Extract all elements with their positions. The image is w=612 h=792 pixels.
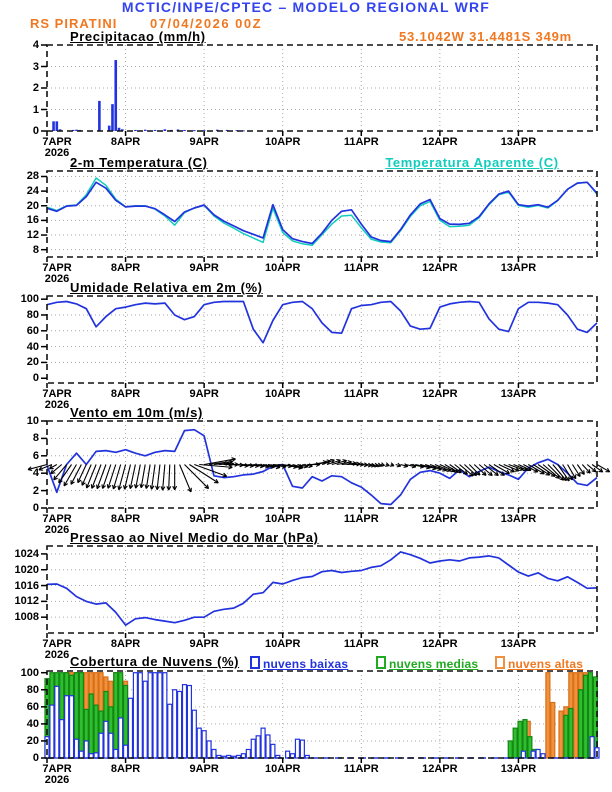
y-tick-label: 80 [26, 683, 39, 696]
x-tick-label: 8APR [110, 763, 141, 775]
y-tick-label: 20 [26, 734, 39, 747]
legend-nuvens-baixas [250, 656, 348, 671]
x-tick-label: 8APR [110, 638, 141, 650]
x-tick-label: 10APR [264, 136, 301, 148]
y-tick-label: 80 [26, 308, 39, 321]
x-tick-label: 13APR [500, 638, 537, 650]
y-tick-label: 1020 [14, 563, 39, 576]
series-rh [47, 302, 597, 343]
panel-clouds [41, 671, 599, 763]
y-tick-label: 10 [26, 415, 39, 427]
y-tick-label: 2 [32, 82, 39, 94]
y-tick-label: 3 [32, 60, 39, 73]
x-tick-label: 13APR [500, 763, 537, 775]
series-slp [47, 552, 597, 625]
gridlines [47, 546, 597, 633]
panel-title-slp: Pressao ao Nivel Medio do Mar (hPa) [70, 530, 319, 545]
panel-wind [28, 421, 610, 513]
legend-label-baixas: nuvens baixas [263, 657, 349, 671]
legend-swatch-baixas [250, 656, 260, 669]
x-tick-label: 11APR [343, 513, 379, 525]
x-tick-label: 11APR [343, 388, 379, 400]
x-tick-label: 10APR [264, 388, 301, 400]
x-tick-label: 9APR [189, 638, 219, 650]
x-tick-label: 10APR [264, 513, 301, 525]
y-tick-label: 1 [32, 103, 39, 116]
gridlines [47, 45, 597, 131]
y-tick-label: 2 [32, 484, 39, 497]
x-tick-label: 10APR [264, 262, 301, 274]
panel-slp [41, 546, 597, 638]
gridlines [47, 296, 597, 383]
x-tick-label: 11APR [343, 763, 379, 775]
x-year-label: 2026 [44, 649, 70, 661]
y-tick-label: 60 [26, 700, 39, 713]
x-year-label: 2026 [44, 524, 70, 536]
axes [41, 45, 597, 136]
gridlines [47, 171, 597, 257]
x-tick-label: 12APR [422, 513, 458, 525]
x-year-label: 2026 [44, 273, 70, 285]
x-tick-label: 9APR [189, 262, 219, 274]
y-tick-label: 100 [20, 666, 39, 679]
legend-nuvens-medias [376, 656, 478, 671]
x-tick-label: 12APR [422, 388, 458, 400]
panel-title-temp: 2-m Temperatura (C) [70, 155, 208, 170]
x-tick-label: 7APR [42, 763, 72, 775]
x-tick-label: 12APR [422, 136, 458, 148]
x-tick-label: 7APR [42, 262, 72, 274]
series-precip [52, 60, 244, 131]
y-tick-label: 0 [32, 752, 39, 764]
x-tick-label: 9APR [189, 513, 219, 525]
series-temp [47, 178, 597, 245]
x-year-label: 2026 [44, 774, 70, 786]
x-tick-label: 13APR [500, 136, 537, 148]
x-tick-label: 9APR [189, 763, 219, 775]
run-datetime-label: 07/04/2026 00Z [150, 16, 263, 31]
coords-label: 53.1042W 31.4481S 349m [399, 29, 572, 44]
panel-title-wind: Vento em 10m (m/s) [70, 405, 203, 420]
x-tick-label: 11APR [343, 638, 379, 650]
x-tick-label: 10APR [264, 763, 301, 775]
panel-title-clouds: Cobertura de Nuvens (%) [70, 654, 240, 669]
y-tick-label: 20 [26, 199, 39, 212]
panel-rh [41, 296, 597, 388]
x-tick-label: 11APR [343, 136, 379, 148]
x-tick-label: 12APR [422, 262, 458, 274]
y-tick-label: 28 [26, 170, 39, 183]
y-tick-label: 1024 [14, 547, 39, 560]
series-clouds [45, 673, 599, 758]
y-tick-label: 1008 [14, 611, 39, 624]
y-tick-label: 100 [20, 293, 39, 306]
legend-swatch-medias [376, 656, 386, 669]
y-tick-label: 16 [26, 214, 39, 227]
x-tick-label: 7APR [42, 513, 72, 525]
y-tick-label: 4 [32, 467, 39, 480]
x-tick-label: 7APR [42, 388, 72, 400]
x-year-label: 2026 [44, 399, 70, 411]
app-title: MCTIC/INPE/CPTEC – MODELO REGIONAL WRF [121, 0, 491, 15]
y-tick-label: 4 [32, 39, 39, 51]
y-tick-label: 8 [32, 243, 39, 256]
y-tick-label: 24 [26, 185, 39, 198]
y-tick-label: 0 [32, 372, 39, 385]
x-tick-label: 9APR [189, 388, 219, 400]
y-tick-label: 60 [26, 324, 39, 337]
panel-temp [41, 171, 597, 262]
panel-title-precip: Precipitacao (mm/h) [70, 29, 206, 44]
legend-label-medias: nuvens medias [389, 657, 479, 671]
panel-precip [41, 45, 597, 136]
y-tick-label: 1012 [14, 595, 39, 608]
x-tick-label: 8APR [110, 136, 141, 148]
panel-title-rh: Umidade Relativa em 2m (%) [70, 280, 263, 295]
x-tick-label: 12APR [422, 638, 458, 650]
x-tick-label: 13APR [500, 513, 537, 525]
y-tick-label: 0 [32, 502, 39, 514]
legend-temp-aparente: Temperatura Aparente (C) [385, 155, 559, 170]
x-tick-label: 11APR [343, 262, 379, 274]
x-tick-label: 13APR [500, 262, 537, 274]
legend-nuvens-altas [495, 656, 583, 671]
x-tick-label: 8APR [110, 388, 141, 400]
x-tick-label: 10APR [264, 638, 301, 650]
legend-swatch-altas [495, 656, 505, 669]
legend-label-altas: nuvens altas [508, 657, 584, 671]
x-year-label: 2026 [44, 147, 70, 159]
x-tick-label: 7APR [42, 638, 72, 650]
x-tick-label: 8APR [110, 513, 141, 525]
x-tick-label: 13APR [500, 388, 537, 400]
y-tick-label: 40 [26, 717, 39, 730]
station-label: RS PIRATINI [30, 16, 118, 31]
axes [41, 171, 597, 262]
y-tick-label: 0 [32, 125, 39, 137]
y-tick-label: 6 [32, 449, 39, 462]
x-tick-label: 12APR [422, 763, 458, 775]
y-tick-label: 40 [26, 340, 39, 353]
y-tick-label: 8 [32, 432, 39, 445]
y-tick-label: 12 [26, 229, 39, 242]
y-tick-label: 1016 [14, 579, 39, 592]
x-tick-label: 9APR [189, 136, 219, 148]
y-tick-label: 20 [26, 356, 39, 369]
x-tick-label: 8APR [110, 262, 141, 274]
x-tick-label: 7APR [42, 136, 72, 148]
axes [41, 296, 597, 388]
